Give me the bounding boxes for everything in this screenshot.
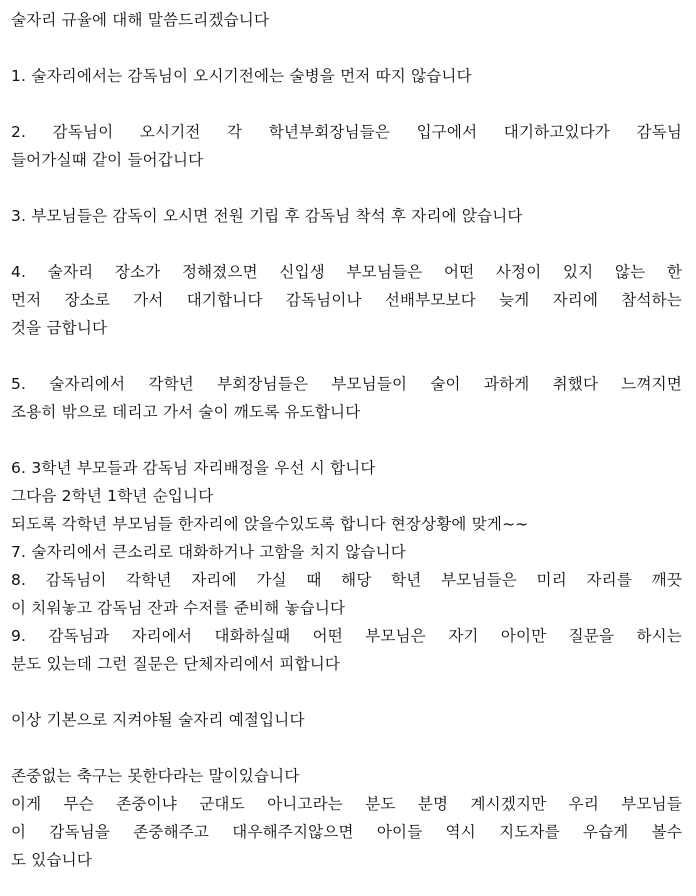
rule-2-line-1: 2. 감독님이 오시기전 각 학년부회장님들은 입구에서 대기하고있다가 감독님 [11,123,682,141]
closing-line-4: 도 있습니다 [11,851,92,869]
rule-5-line-2: 조용히 밖으로 데리고 가서 술이 깨도록 유도합니다 [11,403,361,421]
rule-5-line-1: 5. 술자리에서 각학년 부회장님들은 부모님들이 술이 과하게 취했다 느껴지면 [11,375,682,393]
paragraph-gap [11,734,682,762]
document-heading: 술자리 규율에 대해 말씀드리겠습니다 [11,11,270,29]
paragraph-gap [11,426,682,454]
paragraph-gap [11,34,682,62]
rule-4-line-2: 먼저 장소로 가서 대기합니다 감독님이나 선배부모보다 늦게 자리에 참석하는 [11,291,682,309]
paragraph-gap [11,174,682,202]
rule-9-line-1: 9. 감독님과 자리에서 대화하실때 어떤 부모님은 자기 아이만 질문을 하시는 [11,627,682,645]
closing-line-2: 이게 무슨 존중이냐 군대도 아니고라는 분도 분명 계시겠지만 우리 부모님들 [11,795,682,813]
rule-4-line-3: 것을 금합니다 [11,319,108,337]
paragraph-gap [11,230,682,258]
paragraph-gap [11,342,682,370]
closing-line-1: 존중없는 축구는 못한다라는 말이있습니다 [11,767,300,785]
rule-7: 7. 술자리에서 큰소리로 대화하거나 고함을 치지 않습니다 [11,543,406,561]
rule-4-line-1: 4. 술자리 장소가 정해졌으면 신입생 부모님들은 어떤 사정이 있지 않는 한 [11,263,682,281]
rule-6-line-2: 그다음 2학년 1학년 순입니다 [11,487,214,505]
rule-1: 1. 술자리에서는 감독님이 오시기전에는 술병을 먼저 따지 않습니다 [11,67,472,85]
rule-6-line-1: 6. 3학년 부모들과 감독님 자리배정을 우선 시 합니다 [11,459,376,477]
rule-8-line-2: 이 치워놓고 감독님 잔과 수저를 준비해 놓습니다 [11,599,346,617]
rule-3: 3. 부모님들은 감독이 오시면 전원 기립 후 감독님 착석 후 자리에 앉습니다 [11,207,523,225]
rule-6-line-3: 되도록 각학년 부모님들 한자리에 앉을수있도록 합니다 현장상황에 맞게~~ [11,515,529,533]
paragraph-gap [11,678,682,706]
rule-8-line-1: 8. 감독님이 각학년 자리에 가실 때 해당 학년 부모님들은 미리 자리를 깨끗 [11,571,682,589]
closing-line-3: 이 감독님을 존중해주고 대우해주지않으면 아이들 역시 지도자를 우습게 볼수 [11,823,682,841]
rule-2-line-2: 들어가실때 같이 들어갑니다 [11,151,204,169]
summary-line: 이상 기본으로 지켜야될 술자리 예절입니다 [11,711,305,729]
rule-9-line-2: 분도 있는데 그런 질문은 단체자리에서 피합니다 [11,655,341,673]
paragraph-gap [11,90,682,118]
